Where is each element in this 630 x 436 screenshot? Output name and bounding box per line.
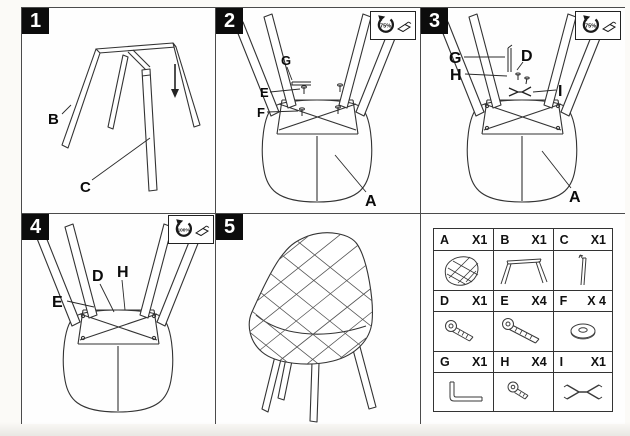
small-bolt-icon — [495, 374, 551, 412]
part-g-header: G X1 — [434, 351, 493, 372]
long-bolt-icon — [495, 313, 551, 351]
panel-3-number: 3 — [421, 8, 448, 34]
callout-label-h: H — [117, 264, 129, 281]
part-f-header: F X 4 — [553, 290, 612, 311]
leg-frame-assembly-drawing — [22, 8, 215, 212]
panel-5 — [215, 213, 420, 424]
callout-label-e: E — [52, 294, 63, 311]
torque-percent: 75% — [379, 23, 391, 30]
callout-label-g: G — [281, 53, 292, 68]
wrench-icon — [555, 374, 611, 412]
washer-icon — [555, 313, 611, 351]
hand-tighten-icon — [196, 226, 209, 236]
chair-upside-down-drawing — [22, 214, 215, 423]
torque-badge — [575, 11, 621, 40]
torque-badge — [168, 215, 214, 244]
part-c-cell — [553, 250, 612, 290]
part-b-cell — [493, 250, 552, 290]
panel-4-number: 4 — [22, 214, 49, 240]
allen-key-icon — [508, 45, 512, 72]
callout-label-b: B — [48, 111, 59, 128]
instruction-sheet — [21, 7, 625, 424]
part-g-cell — [434, 372, 493, 412]
panel-3 — [420, 7, 625, 213]
single-leg-icon — [555, 252, 611, 290]
assembled-chair-drawing — [216, 214, 420, 424]
part-f-cell — [553, 311, 612, 351]
part-d-header: D X1 — [434, 290, 493, 311]
panel-4 — [21, 213, 215, 424]
torque-badge — [370, 11, 416, 40]
part-c-header: C X1 — [553, 229, 612, 250]
hand-tighten-icon — [398, 22, 411, 32]
short-bolt-icon — [436, 313, 492, 351]
callout-label-c: C — [80, 179, 91, 196]
hand-tighten-icon — [603, 22, 616, 32]
callout-label-h: H — [450, 67, 462, 84]
insert-arrow-icon — [171, 64, 179, 98]
part-h-header: H X4 — [493, 351, 552, 372]
seat-shell-icon — [436, 252, 492, 290]
callout-label-i: I — [558, 83, 563, 100]
part-a-cell — [434, 250, 493, 290]
wrench-icon — [509, 87, 531, 96]
callout-label-d: D — [521, 48, 533, 65]
callout-label-g: G — [449, 50, 462, 67]
part-e-header: E X4 — [493, 290, 552, 311]
callout-label-e: E — [260, 85, 269, 100]
part-i-header: I X1 — [553, 351, 612, 372]
torque-percent: 75% — [584, 23, 596, 30]
screw-icons — [516, 73, 529, 84]
part-a-header: A X1 — [440, 232, 488, 247]
panel-5-number: 5 — [216, 214, 243, 240]
allen-key-icon — [436, 374, 492, 412]
part-d-cell — [434, 311, 493, 351]
leg-frame-icon — [495, 252, 551, 290]
part-i-cell — [553, 372, 612, 412]
callout-label-d: D — [92, 268, 104, 285]
allen-key-icon — [292, 82, 311, 85]
panel-2-number: 2 — [216, 8, 243, 34]
callout-label-f: F — [257, 105, 265, 120]
panel-1 — [21, 7, 215, 213]
callout-label-a: A — [365, 193, 377, 210]
parts-table — [433, 228, 613, 412]
panel-2 — [215, 7, 420, 213]
part-h-cell — [493, 372, 552, 412]
part-e-cell — [493, 311, 552, 351]
panel-1-number: 1 — [22, 8, 49, 34]
callout-label-a: A — [569, 189, 581, 206]
torque-percent: 100% — [176, 227, 190, 233]
parts-table-panel — [420, 213, 625, 424]
part-b-header: B X1 — [493, 229, 552, 250]
